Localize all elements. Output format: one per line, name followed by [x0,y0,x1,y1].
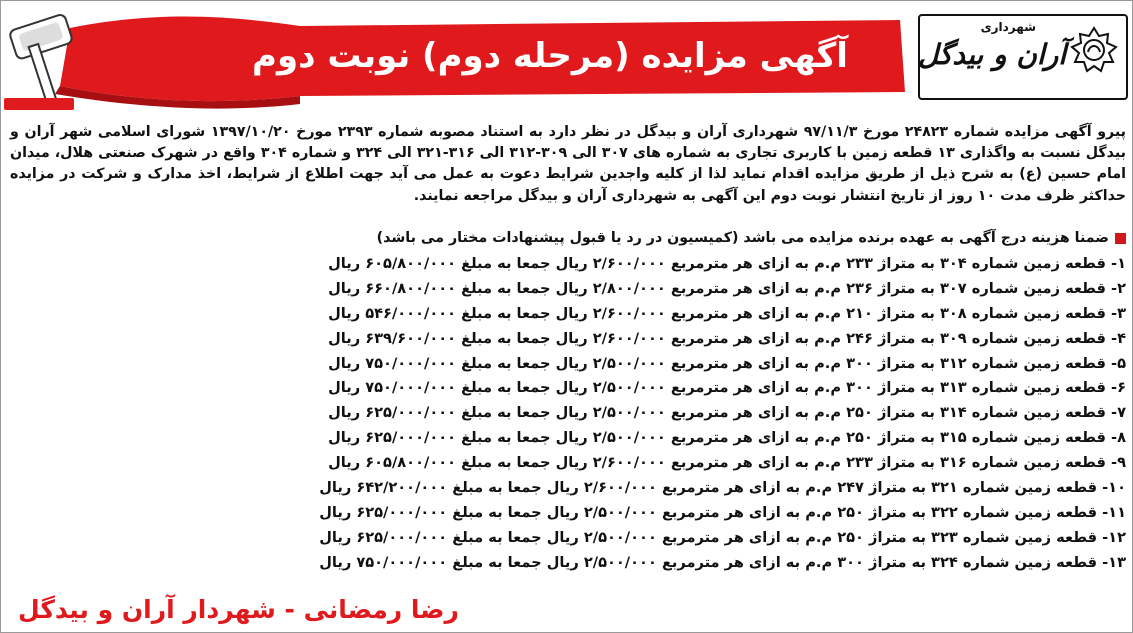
notice-title: آگهی مزایده (مرحله دوم) نوبت دوم [252,36,848,76]
signature: رضا رمضانی - شهردار آران و بیدگل [18,595,459,624]
list-item: ۸- قطعه زمین شماره ۳۱۵ به متراژ ۲۵۰ م.م به ازای هر مترمربع ۲/۵۰۰/۰۰۰ ریال جمعا به مبلغ ۶۲۵/۰۰۰/۰۰۰ ریال [328,429,1126,447]
list-item: ۱۲- قطعه زمین شماره ۳۲۳ به متراژ ۲۵۰ م.م به ازای هر مترمربع ۲/۵۰۰/۰۰۰ ریال جمعا به مبلغ ۶۲۵/۰۰۰/۰۰۰ ریال [319,528,1126,546]
list-item: ۷- قطعه زمین شماره ۳۱۴ به متراژ ۲۵۰ م.م به ازای هر مترمربع ۲/۵۰۰/۰۰۰ ریال جمعا به مبلغ ۶۲۵/۰۰۰/۰۰۰ ریال [328,404,1126,422]
intro-paragraph: پیرو آگهی مزایده شماره ۲۴۸۲۳ مورخ ۹۷/۱۱/۳ شهرداری آران و بیدگل در نظر دارد به استناد مصوبه شماره ۲۳۹۳ مورخ ۱۳۹۷/۱۰/۲۰ شورای اسلامی شهر آران و بیدگل نسبت به واگذاری ۱۳ قطعه زمین با کاربری تجاری به شماره های ۳۰۷ الی ۳۰۹-۳۱۲ الی ۳۱۶-۳۲۱ الی ۳۲۴ و شماره ۳۰۴ واقع در شهرک صنعتی هلال، میدان امام حسین (ع) به شرح ذیل از طریق مزایده اقدام نماید لذا از کلیه واجدین شرایط دعوت به عمل می آید جهت اطلاع از شرایط، اخذ مدارک و شرکت در مزایده حداکثر ظرف مدت ۱۰ روز از تاریخ انتشار نوبت دوم این آگهی به شهرداری آران و بیدگل مراجعه نمایند. [10,124,1127,204]
list-item: ۲- قطعه زمین شماره ۳۰۷ به متراژ ۲۳۶ م.م به ازای هر مترمربع ۲/۸۰۰/۰۰۰ ریال جمعا به مبلغ ۶۶۰/۸۰۰/۰۰۰ ریال [328,279,1126,297]
logo-caption: شهرداری [980,20,1036,34]
list-item: ۶- قطعه زمین شماره ۳۱۳ به متراژ ۳۰۰ م.م به ازای هر مترمربع ۲/۵۰۰/۰۰۰ ریال جمعا به مبلغ ۷۵۰/۰۰۰/۰۰۰ ریال [328,379,1126,397]
list-item: ۱- قطعه زمین شماره ۳۰۴ به متراژ ۲۳۳ م.م به ازای هر مترمربع ۲/۶۰۰/۰۰۰ ریال جمعا به مبلغ ۶۰۵/۸۰۰/۰۰۰ ریال [328,255,1126,272]
list-item: ۴- قطعه زمین شماره ۳۰۹ به متراژ ۲۴۶ م.م به ازای هر مترمربع ۲/۶۰۰/۰۰۰ ریال جمعا به مبلغ ۶۳۹/۶۰۰/۰۰۰ ریال [328,329,1126,347]
note-text: ضمنا هزینه درج آگهی به عهده برنده مزایده می باشد (کمیسیون در رد یا قبول پیشنهادات مختار می باشد) [376,230,1109,246]
list-item: ۱۱- قطعه زمین شماره ۳۲۲ به متراژ ۲۵۰ م.م به ازای هر مترمربع ۲/۵۰۰/۰۰۰ ریال جمعا به مبلغ ۶۲۵/۰۰۰/۰۰۰ ریال [319,503,1126,521]
list-item: ۳- قطعه زمین شماره ۳۰۸ به متراژ ۲۱۰ م.م به ازای هر مترمربع ۲/۶۰۰/۰۰۰ ریال جمعا به مبلغ ۵۴۶/۰۰۰/۰۰۰ ریال [328,304,1126,322]
logo-city-name: آران و بیدگل [917,38,1066,71]
list-item: ۱۳- قطعه زمین شماره ۳۲۴ به متراژ ۳۰۰ م.م به ازای هر مترمربع ۲/۵۰۰/۰۰۰ ریال جمعا به مبلغ ۷۵۰/۰۰۰/۰۰۰ ریال [319,553,1126,571]
list-item: ۱۰- قطعه زمین شماره ۳۲۱ به متراژ ۲۴۷ م.م به ازای هر مترمربع ۲/۶۰۰/۰۰۰ ریال جمعا به مبلغ ۶۴۲/۲۰۰/۰۰۰ ریال [319,479,1126,497]
list-item: ۹- قطعه زمین شماره ۳۱۶ به متراژ ۲۳۳ م.م به ازای هر مترمربع ۲/۶۰۰/۰۰۰ ریال جمعا به مبلغ ۶۰۵/۸۰۰/۰۰۰ ریال [328,454,1126,472]
list-item: ۵- قطعه زمین شماره ۳۱۲ به متراژ ۳۰۰ م.م به ازای هر مترمربع ۲/۵۰۰/۰۰۰ ریال جمعا به مبلغ ۷۵۰/۰۰۰/۰۰۰ ریال [328,354,1126,372]
